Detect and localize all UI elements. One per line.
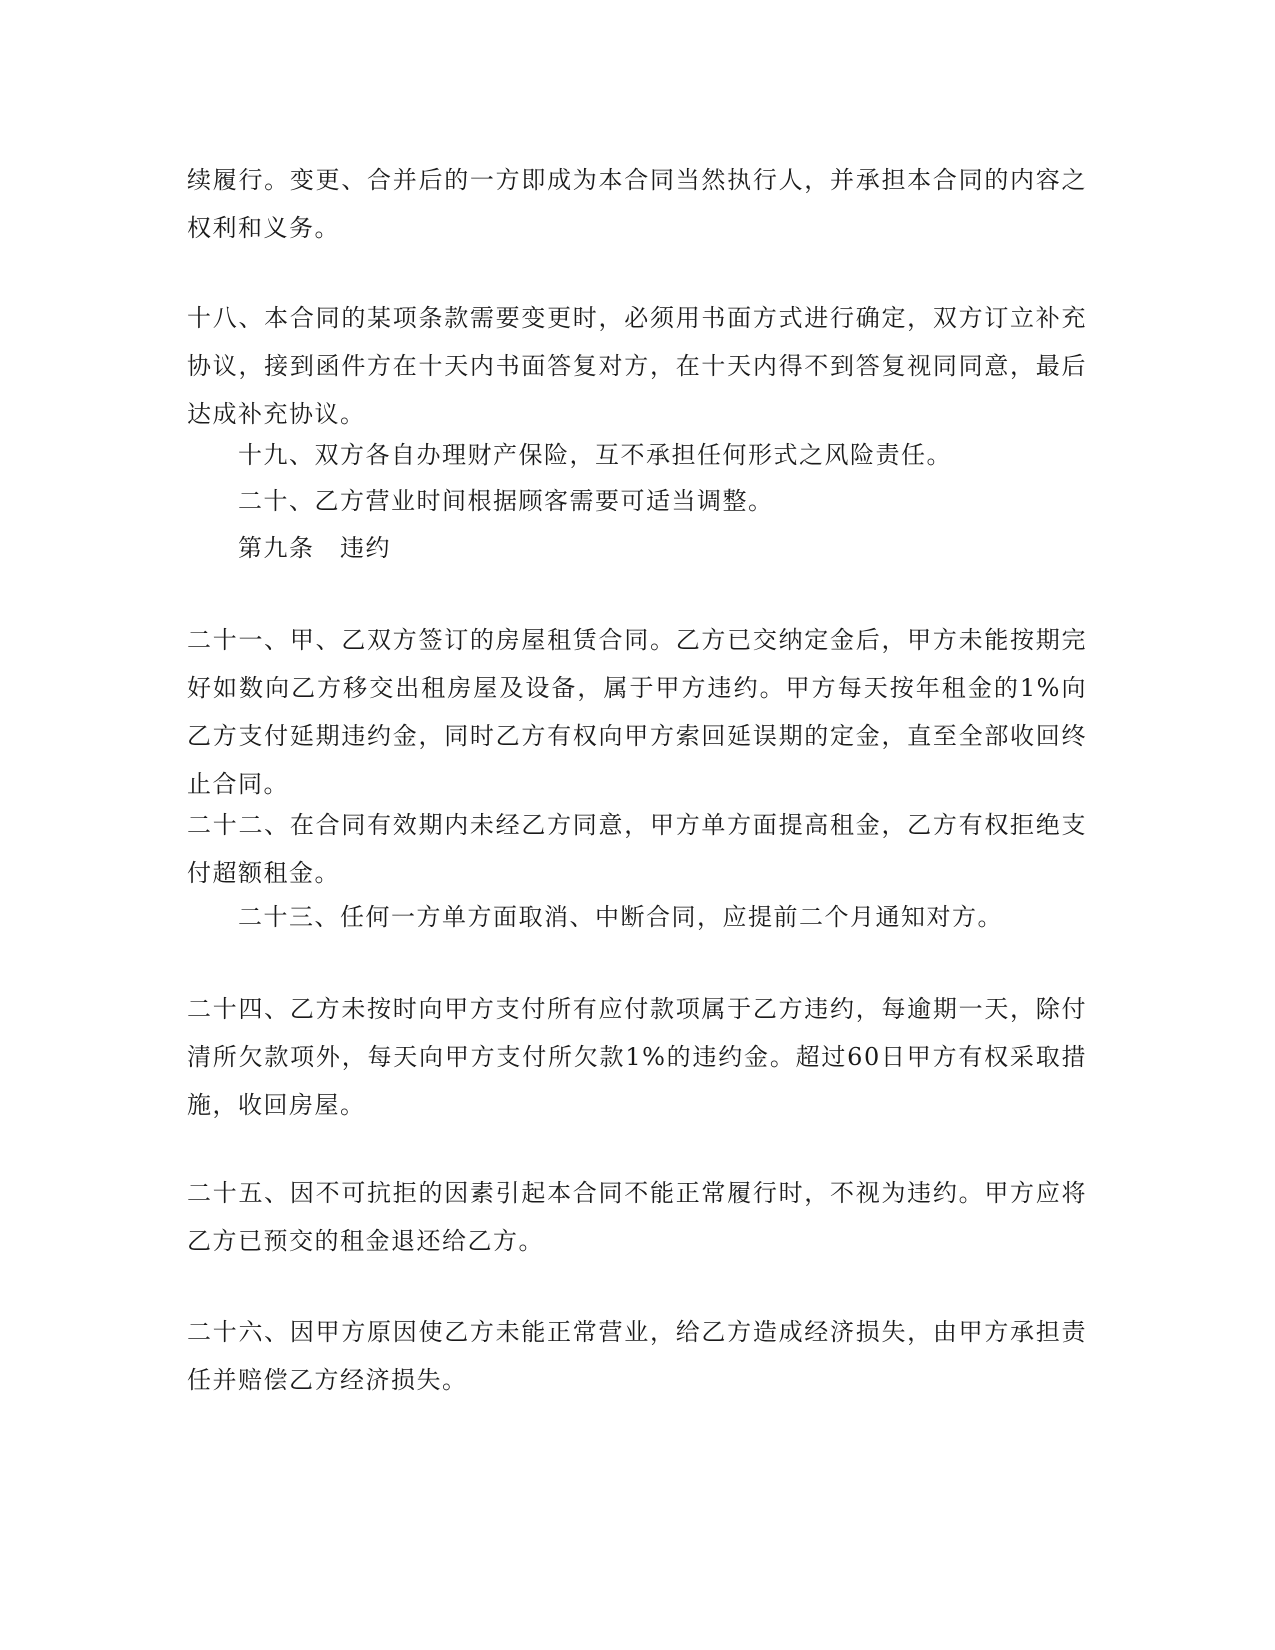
paragraph-clause-24: 二十四、乙方未按时向甲方支付所有应付款项属于乙方违约，每逾期一天，除付清所欠款项外，每天向甲方支付所欠款1%的违约金。超过60日甲方有权采取措施，收回房屋。: [187, 995, 1087, 1119]
paragraph-clause-21: 二十一、甲、乙双方签订的房屋租赁合同。乙方已交纳定金后，甲方未能按期完好如数向乙方移交出租房屋及设备，属于甲方违约。甲方每天按年租金的1%向乙方支付延期违约金，同时乙方有权向甲方索回延误期的定金，直至全部收回终止合同。: [187, 626, 1087, 798]
paragraph-clause-26: 二十六、因甲方原因使乙方未能正常营业，给乙方造成经济损失，由甲方承担责任并赔偿乙方经济损失。: [187, 1318, 1087, 1394]
paragraph-clause-20: 二十、乙方营业时间根据顾客需要可适当调整。: [238, 487, 774, 515]
paragraph-clause-18: 十八、本合同的某项条款需要变更时，必须用书面方式进行确定，双方订立补充协议，接到函件方在十天内书面答复对方，在十天内得不到答复视同同意，最后达成补充协议。: [187, 304, 1087, 428]
paragraph-clause-23: 二十三、任何一方单方面取消、中断合同，应提前二个月通知对方。: [238, 903, 1003, 931]
paragraph-clause-25: 二十五、因不可抗拒的因素引起本合同不能正常履行时，不视为违约。甲方应将乙方已预交的租金退还给乙方。: [187, 1179, 1087, 1255]
section-heading-article-9: 第九条 违约: [238, 534, 391, 562]
paragraph-clause-22: 二十二、在合同有效期内未经乙方同意，甲方单方面提高租金，乙方有权拒绝支付超额租金。: [187, 811, 1087, 887]
paragraph-continuation: 续履行。变更、合并后的一方即成为本合同当然执行人，并承担本合同的内容之权利和义务。: [187, 166, 1087, 242]
paragraph-clause-19: 十九、双方各自办理财产保险，互不承担任何形式之风险责任。: [238, 441, 952, 469]
